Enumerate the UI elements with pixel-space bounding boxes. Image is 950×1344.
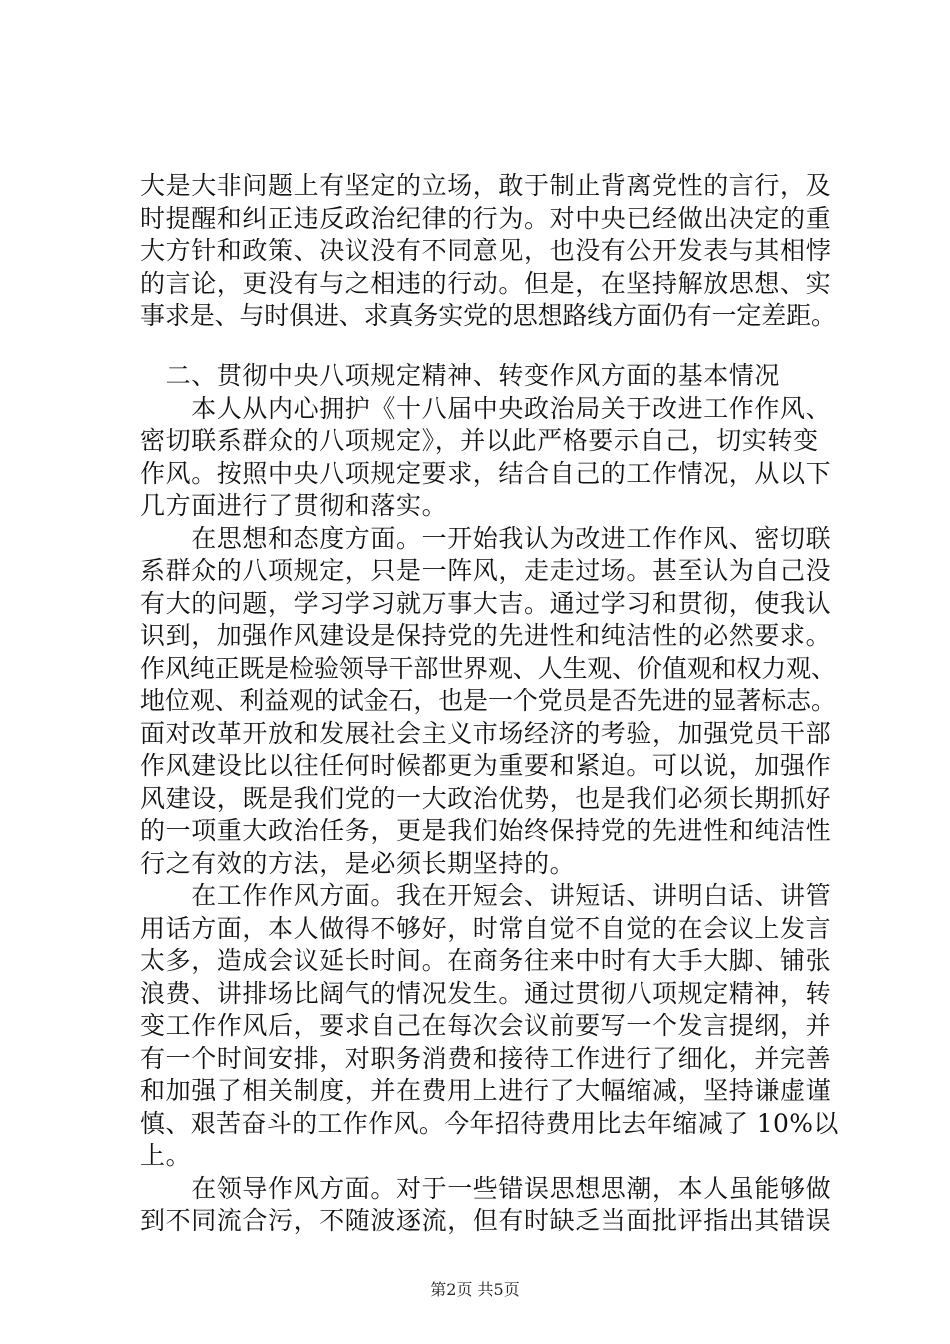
text-line: 面对改革开放和发展社会主义市场经济的考验，加强党员干部: [140, 718, 832, 748]
text-line: 作风。按照中央八项规定要求，结合自己的工作情况，从以下: [140, 458, 832, 488]
text-line: 风建设，既是我们党的一大政治优势，也是我们必须长期抓好: [140, 783, 832, 813]
text-line: 上。: [140, 1141, 192, 1170]
text-line: 用话方面，本人做得不够好，时常自觉不自觉的在会议上发言: [140, 913, 832, 943]
text-line: 大是大非问题上有坚定的立场，敢于制止背离党性的言行，及: [140, 171, 832, 200]
text-line: 太多，造成会议延长时间。在商务往来中时有大手大脚、铺张: [140, 946, 832, 975]
text-line: 和加强了相关制度，并在费用上进行了大幅缩减，坚持谦虚谨: [140, 1076, 832, 1105]
text-line: 时提醒和纠正违反政治纪律的行为。对中央已经做出决定的重: [140, 203, 832, 233]
text-line: 有大的问题，学习学习就万事大吉。通过学习和贯彻，使我认: [140, 588, 832, 618]
text-line: 变工作作风后，要求自己在每次会议前要写一个发言提纲，并: [140, 1011, 832, 1040]
paragraph-block-continuation: [140, 170, 840, 333]
text-line: 慎、艰苦奋斗的工作作风。今年招待费用比去年缩减了 10%以: [140, 1108, 839, 1138]
text-line: 有一个时间安排，对职务消费和接待工作进行了细化，并完善: [140, 1043, 832, 1073]
text-line: 本人从内心拥护《十八届中央政治局关于改进工作作风、: [140, 393, 832, 423]
text-line: 密切联系群众的八项规定》，并以此严格要示自己，切实转变: [140, 426, 819, 455]
text-line: 的一项重大政治任务，更是我们始终保持党的先进性和纯洁性: [140, 816, 832, 845]
text-line: 在工作作风方面。我在开短会、讲短话、讲明白话、讲管: [140, 881, 832, 910]
text-line: 在思想和态度方面。一开始我认为改进工作作风、密切联: [140, 523, 832, 553]
text-line: 几方面进行了贯彻和落实。: [140, 491, 448, 520]
text-line: 作风建设比以往任何时候都更为重要和紧迫。可以说，加强作: [140, 751, 832, 780]
page-footer: 第2页 共5页: [430, 1280, 520, 1299]
text-line: 行之有效的方法，是必须长期坚持的。: [140, 848, 576, 878]
text-line: 识到，加强作风建设是保持党的先进性和纯洁性的必然要求。: [140, 621, 832, 650]
text-line: 大方针和政策、决议没有不同意见，也没有公开发表与其相悖: [140, 236, 832, 265]
text-line: 作风纯正既是检验领导干部世界观、人生观、价值观和权力观、: [140, 653, 836, 683]
text-line: 事求是、与时俱进、求真务实党的思想路线方面仍有一定差距。: [140, 301, 836, 330]
text-line: 地位观、利益观的试金石，也是一个党员是否先进的显著标志。: [140, 686, 836, 715]
text-line: 系群众的八项规定，只是一阵风，走走过场。甚至认为自己没: [140, 556, 832, 585]
paragraph-block-section-two: [140, 360, 840, 1238]
section-heading: 二、贯彻中央八项规定精神、转变作风方面的基本情况: [140, 361, 781, 390]
text-line: 在领导作风方面。对于一些错误思想思潮，本人虽能够做: [140, 1173, 832, 1203]
text-line: 的言论，更没有与之相违的行动。但是，在坚持解放思想、实: [140, 268, 832, 298]
text-line: 浪费、讲排场比阔气的情况发生。通过贯彻八项规定精神，转: [140, 978, 832, 1008]
text-line: 到不同流合污，不随波逐流，但有时缺乏当面批评指出其错误: [140, 1206, 832, 1235]
